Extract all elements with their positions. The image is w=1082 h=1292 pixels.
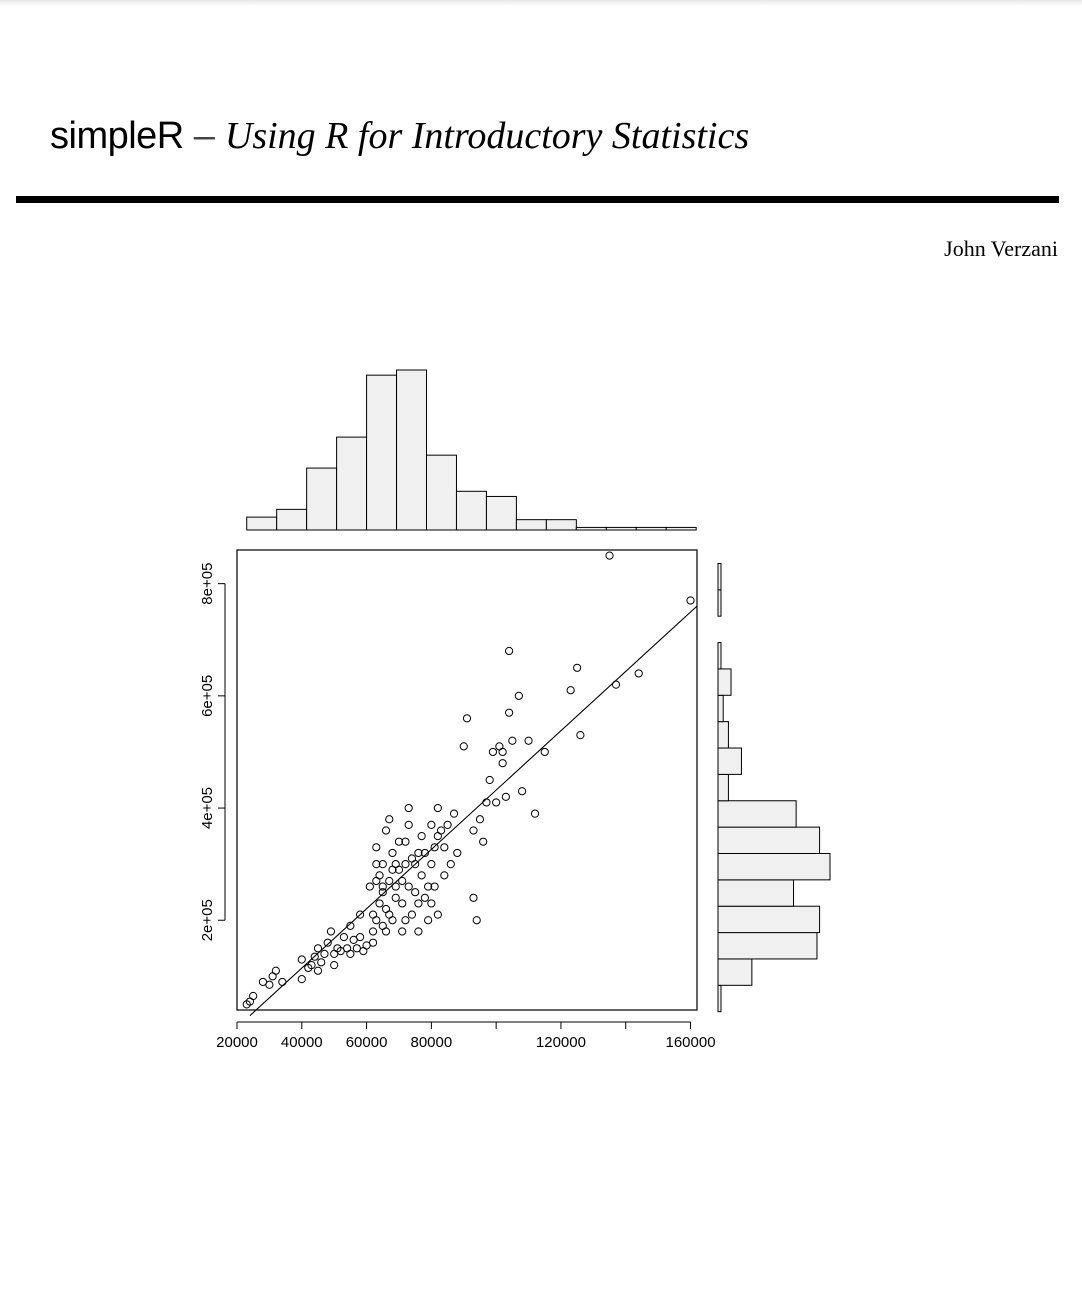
x-tick-label: 80000 xyxy=(410,1034,453,1051)
data-point xyxy=(441,844,448,851)
data-point xyxy=(450,810,457,817)
y-tick-label: 8e+05 xyxy=(199,562,216,605)
data-point xyxy=(366,883,373,890)
data-point xyxy=(612,681,619,688)
title-separator: – xyxy=(193,115,215,157)
data-point xyxy=(434,911,441,918)
data-point xyxy=(502,793,509,800)
data-point xyxy=(369,939,376,946)
data-point xyxy=(369,928,376,935)
data-point xyxy=(509,737,516,744)
top-histogram-bar xyxy=(397,370,427,530)
data-point xyxy=(298,956,305,963)
document-subtitle: Using R for Introductory Statistics xyxy=(224,115,750,157)
data-point xyxy=(493,799,500,806)
data-point xyxy=(531,810,538,817)
data-point xyxy=(373,844,380,851)
data-point xyxy=(415,900,422,907)
data-point xyxy=(525,737,532,744)
data-point xyxy=(318,959,325,966)
data-point xyxy=(518,788,525,795)
data-point xyxy=(577,732,584,739)
data-point xyxy=(506,709,513,716)
data-point xyxy=(399,900,406,907)
data-point xyxy=(476,816,483,823)
data-point xyxy=(412,889,419,896)
data-point xyxy=(331,962,338,969)
top-histogram-bar xyxy=(337,437,367,530)
right-histogram-bar xyxy=(718,959,752,985)
data-point xyxy=(379,883,386,890)
data-point xyxy=(386,816,393,823)
data-point xyxy=(483,799,490,806)
data-point xyxy=(272,967,279,974)
right-histogram-bar xyxy=(718,933,817,959)
right-histogram-bar xyxy=(718,827,820,853)
right-histogram-bar xyxy=(718,563,721,589)
right-histogram-bar xyxy=(718,643,721,669)
data-point xyxy=(392,894,399,901)
data-point xyxy=(463,715,470,722)
data-point xyxy=(460,743,467,750)
data-point xyxy=(408,911,415,918)
data-point xyxy=(499,748,506,755)
data-point xyxy=(428,861,435,868)
data-point xyxy=(499,760,506,767)
data-point xyxy=(441,872,448,879)
data-point xyxy=(428,900,435,907)
data-point xyxy=(515,692,522,699)
x-tick-label: 20000 xyxy=(216,1034,258,1051)
right-histogram-bar xyxy=(718,590,721,616)
data-point xyxy=(405,821,412,828)
top-histogram-bar xyxy=(307,468,337,530)
data-point xyxy=(635,670,642,677)
data-point xyxy=(418,872,425,879)
right-histogram-bar xyxy=(718,906,820,932)
data-point xyxy=(567,687,574,694)
data-point xyxy=(470,894,477,901)
top-histogram-bar xyxy=(636,527,666,530)
y-tick-label: 2e+05 xyxy=(199,899,216,942)
data-point xyxy=(399,877,406,884)
top-histogram-bar xyxy=(427,455,457,530)
right-histogram-bar xyxy=(718,774,728,800)
data-point xyxy=(541,748,548,755)
top-histogram-bar xyxy=(546,520,576,530)
data-point xyxy=(425,917,432,924)
data-point xyxy=(392,883,399,890)
data-point xyxy=(428,821,435,828)
top-histogram-bar xyxy=(486,496,516,530)
data-point xyxy=(473,917,480,924)
data-point xyxy=(376,900,383,907)
top-histogram-bar xyxy=(516,520,546,530)
data-point xyxy=(437,827,444,834)
data-point xyxy=(321,950,328,957)
data-point xyxy=(402,861,409,868)
data-point xyxy=(250,992,257,999)
x-tick-label: 120000 xyxy=(535,1034,586,1051)
data-point xyxy=(382,928,389,935)
data-point xyxy=(340,933,347,940)
brand-title: simpleR xyxy=(50,115,184,157)
right-histogram-bar xyxy=(718,695,723,721)
data-point xyxy=(279,978,286,985)
data-point xyxy=(389,917,396,924)
right-histogram-bar xyxy=(718,853,830,879)
data-point xyxy=(489,748,496,755)
right-histogram-bar xyxy=(718,669,731,695)
data-point xyxy=(418,832,425,839)
y-tick-label: 4e+05 xyxy=(199,786,216,830)
top-histogram-bar xyxy=(456,491,486,530)
top-histogram-bar xyxy=(606,527,636,530)
data-point xyxy=(347,950,354,957)
data-point xyxy=(444,821,451,828)
data-point xyxy=(399,928,406,935)
data-point xyxy=(506,647,513,654)
data-point xyxy=(486,776,493,783)
data-point xyxy=(405,883,412,890)
right-histogram-bar xyxy=(718,801,796,827)
data-point xyxy=(421,894,428,901)
data-point xyxy=(386,877,393,884)
data-point xyxy=(447,861,454,868)
data-point xyxy=(373,917,380,924)
data-point xyxy=(405,804,412,811)
x-tick-label: 40000 xyxy=(280,1034,323,1051)
right-histogram-bar xyxy=(718,985,721,1011)
x-tick-label: 160000 xyxy=(665,1034,716,1051)
y-tick-label: 6e+05 xyxy=(199,674,216,717)
data-point xyxy=(382,827,389,834)
data-point xyxy=(266,981,273,988)
top-histogram-bar xyxy=(367,375,397,530)
data-point xyxy=(415,928,422,935)
top-histogram-bar xyxy=(576,527,606,530)
data-point xyxy=(402,917,409,924)
top-histogram-bar xyxy=(666,527,696,530)
data-point xyxy=(389,849,396,856)
data-point xyxy=(314,945,321,952)
right-histogram-bar xyxy=(718,880,794,906)
author-name: John Verzani xyxy=(944,236,1058,261)
data-point xyxy=(687,597,694,604)
data-point xyxy=(314,967,321,974)
data-point xyxy=(480,838,487,845)
right-histogram-bar xyxy=(718,722,728,748)
data-point xyxy=(376,872,383,879)
data-point xyxy=(431,844,438,851)
x-tick-label: 60000 xyxy=(345,1034,388,1051)
data-point xyxy=(434,804,441,811)
top-histogram-bar xyxy=(247,517,277,530)
data-point xyxy=(454,849,461,856)
data-point xyxy=(327,928,334,935)
plot-frame xyxy=(237,550,697,1010)
data-point xyxy=(298,976,305,983)
data-point xyxy=(606,552,613,559)
data-point xyxy=(356,933,363,940)
right-histogram-bar xyxy=(718,748,741,774)
top-histogram-bar xyxy=(277,509,307,530)
data-point xyxy=(574,664,581,671)
data-point xyxy=(470,827,477,834)
